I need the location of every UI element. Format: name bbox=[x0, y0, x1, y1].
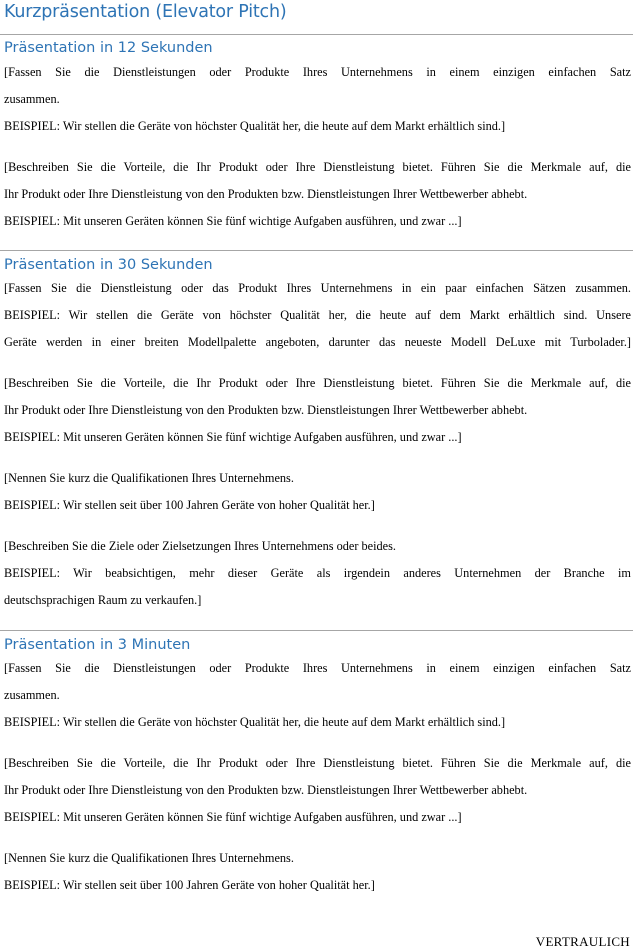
section-heading-3min: Präsentation in 3 Minuten bbox=[4, 637, 191, 653]
section-30s-line-9: [Beschreiben Sie die Ziele oder Zielsetzungen Ihres Unternehmens oder beides. bbox=[4, 539, 396, 553]
section-12s-line-1: [Fassen Sie die Dienstleistungen oder Produkte Ihres Unternehmens in einem einzigen einfachen Satz bbox=[4, 65, 631, 79]
section-heading-12s: Präsentation in 12 Sekunden bbox=[4, 40, 213, 56]
section-30s-line-4: [Beschreiben Sie die Vorteile, die Ihr Produkt oder Ihre Dienstleistung bietet. Führen Sie die Merkmale auf, die bbox=[4, 376, 631, 390]
section-3min-line-3: BEISPIEL: Wir stellen die Geräte von höchster Qualität her, die heute auf dem Markt erhältlich sind.] bbox=[4, 715, 506, 729]
title-rule bbox=[0, 34, 633, 35]
section-3min-line-7: [Nennen Sie kurz die Qualifikationen Ihres Unternehmens. bbox=[4, 851, 294, 865]
section-30s-line-8: BEISPIEL: Wir stellen seit über 100 Jahren Geräte von hoher Qualität her.] bbox=[4, 498, 375, 512]
confidential-footer: VERTRAULICH bbox=[535, 934, 630, 949]
section-3min-line-4: [Beschreiben Sie die Vorteile, die Ihr Produkt oder Ihre Dienstleistung bietet. Führen Sie die Merkmale auf, die bbox=[4, 756, 631, 770]
section-12s-line-2: zusammen. bbox=[4, 92, 60, 106]
section-3min-line-8: BEISPIEL: Wir stellen seit über 100 Jahren Geräte von hoher Qualität her.] bbox=[4, 878, 375, 892]
section-30s-line-5: Ihr Produkt oder Ihre Dienstleistung von den Produkten bzw. Dienstleistungen Ihrer Wettbewerber abhebt. bbox=[4, 403, 528, 417]
section-3min-line-2: zusammen. bbox=[4, 688, 60, 702]
section-12s-line-4: [Beschreiben Sie die Vorteile, die Ihr Produkt oder Ihre Dienstleistung bietet. Führen Sie die Merkmale auf, die bbox=[4, 160, 631, 174]
section-heading-30s: Präsentation in 30 Sekunden bbox=[4, 257, 213, 273]
section-30s-line-2: BEISPIEL: Wir stellen die Geräte von höchster Qualität her, die heute auf dem Markt erhältlich sind. Unsere bbox=[4, 308, 631, 322]
section-12s-line-3: BEISPIEL: Wir stellen die Geräte von höchster Qualität her, die heute auf dem Markt erhältlich sind.] bbox=[4, 119, 506, 133]
section-30s-line-11: deutschsprachigen Raum zu verkaufen.] bbox=[4, 593, 202, 607]
section-3min-line-6: BEISPIEL: Mit unseren Geräten können Sie fünf wichtige Aufgaben ausführen, und zwar ...] bbox=[4, 810, 462, 824]
section-30s-line-7: [Nennen Sie kurz die Qualifikationen Ihres Unternehmens. bbox=[4, 471, 294, 485]
section-30s-line-1: [Fassen Sie die Dienstleistung oder das Produkt Ihres Unternehmens in ein paar einfachen Sätzen zusammen. bbox=[4, 281, 631, 295]
section-12s-line-5: Ihr Produkt oder Ihre Dienstleistung von den Produkten bzw. Dienstleistungen Ihrer Wettbewerber abhebt. bbox=[4, 187, 528, 201]
document-title: Kurzpräsentation (Elevator Pitch) bbox=[4, 2, 287, 22]
section-rule-30s bbox=[0, 250, 633, 251]
section-rule-3min bbox=[0, 630, 633, 631]
section-12s-line-6: BEISPIEL: Mit unseren Geräten können Sie fünf wichtige Aufgaben ausführen, und zwar ...] bbox=[4, 214, 462, 228]
section-30s-line-3: Geräte werden in einer breiten Modellpalette angeboten, darunter das neueste Modell DeLuxe mit Turbolader.] bbox=[4, 335, 631, 349]
section-30s-line-10: BEISPIEL: Wir beabsichtigen, mehr dieser Geräte als irgendein anderes Unternehmen der Branche im bbox=[4, 566, 631, 580]
section-3min-line-5: Ihr Produkt oder Ihre Dienstleistung von den Produkten bzw. Dienstleistungen Ihrer Wettbewerber abhebt. bbox=[4, 783, 528, 797]
section-30s-line-6: BEISPIEL: Mit unseren Geräten können Sie fünf wichtige Aufgaben ausführen, und zwar ...] bbox=[4, 430, 462, 444]
section-3min-line-1: [Fassen Sie die Dienstleistungen oder Produkte Ihres Unternehmens in einem einzigen einfachen Satz bbox=[4, 661, 631, 675]
